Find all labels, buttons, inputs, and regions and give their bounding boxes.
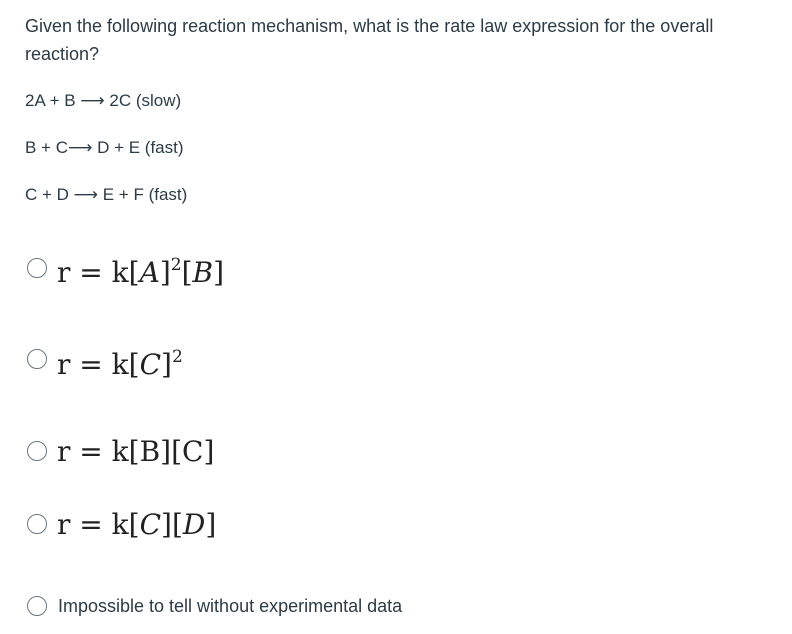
option-2-formula: $r = k[C]^2$	[57, 347, 183, 381]
radio-button-4[interactable]	[27, 514, 47, 534]
answer-option-2[interactable]	[27, 348, 257, 382]
answer-option-4[interactable]	[27, 508, 257, 542]
radio-button-3[interactable]	[27, 441, 47, 461]
question-text: Given the following reaction mechanism, what is the rate law expression for the overall reaction?	[25, 16, 714, 64]
mechanism-step-1: 2A + B ⟶ 2C (slow)	[25, 91, 182, 110]
radio-button-2[interactable]	[27, 349, 47, 369]
mechanism-step-2: B + C⟶ D + E (fast)	[25, 138, 184, 157]
option-1-formula: $r = k[A]^2[B]$	[57, 255, 225, 289]
option-3-formula: r = k[B][C]	[57, 435, 215, 468]
mechanism-step-3: C + D ⟶ E + F (fast)	[25, 185, 188, 204]
answer-option-3[interactable]	[27, 435, 257, 469]
radio-button-5[interactable]	[27, 596, 47, 616]
answer-option-5[interactable]	[27, 595, 447, 619]
answer-option-1[interactable]	[27, 256, 257, 290]
option-4-formula: r = k[C][D]	[57, 508, 217, 541]
option-5-label: Impossible to tell without experimental data	[58, 596, 403, 616]
radio-button-1[interactable]	[27, 258, 47, 278]
